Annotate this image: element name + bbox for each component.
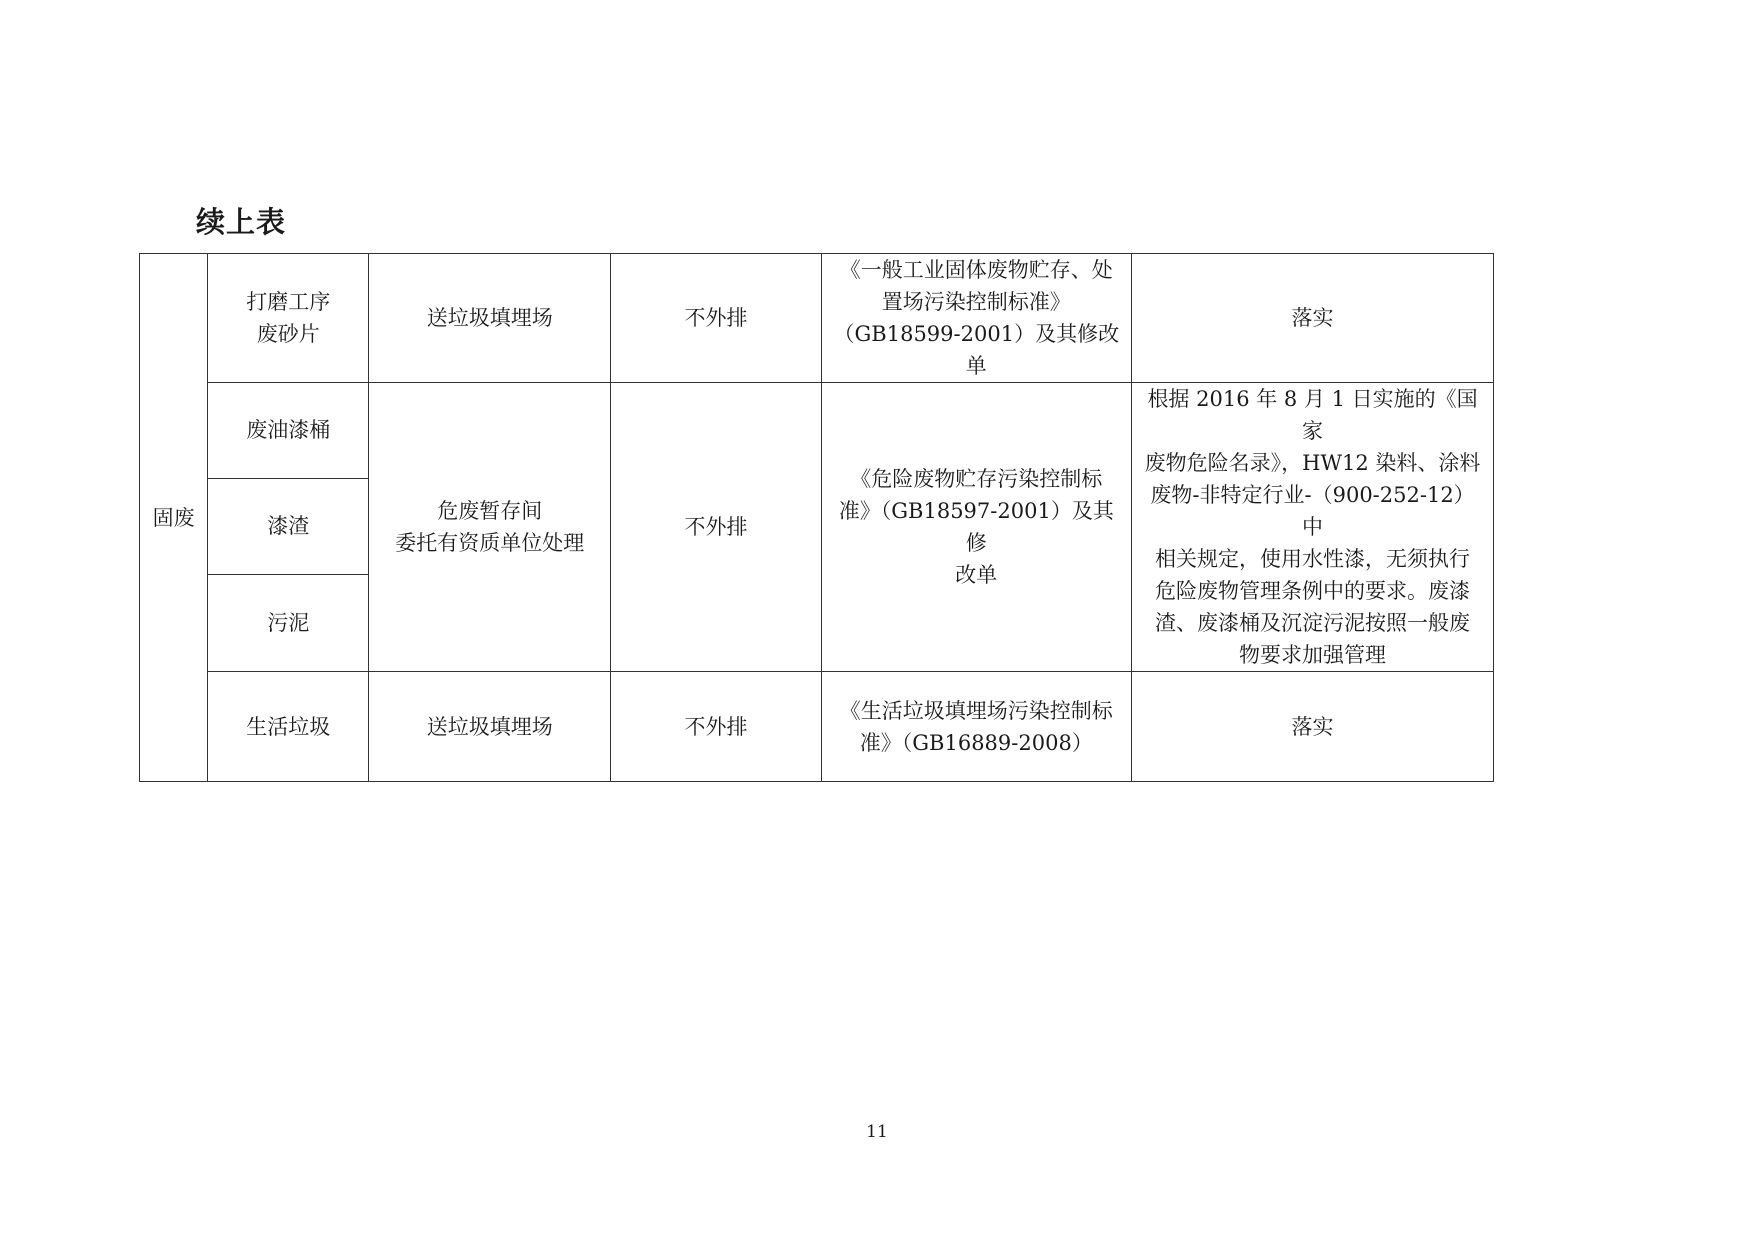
implementation-line: 相关规定，使用水性漆，无须执行	[1155, 547, 1471, 571]
standard-cell	[821, 254, 1132, 383]
disposal-cell	[369, 383, 611, 672]
discharge-cell	[611, 672, 821, 782]
implementation-line: 根据 2016 年 8 月 1 日实施的《国家	[1147, 387, 1478, 443]
implementation-line: 废物-非特定行业-（900-252-12）中	[1150, 483, 1475, 539]
disposal-cell	[369, 672, 611, 782]
waste-name-line: 污泥	[267, 611, 310, 636]
standard-line: 《生活垃圾填埋场污染控制标	[839, 698, 1113, 723]
category-label: 固废	[152, 505, 195, 530]
waste-name-line: 废砂片	[256, 322, 320, 346]
standard-cell	[821, 672, 1132, 782]
standard-line: 准》（GB16889-2008）	[859, 730, 1093, 755]
table-row	[140, 383, 1494, 479]
waste-name-cell	[208, 575, 369, 672]
waste-name-cell	[208, 383, 369, 479]
standard-line: 置场污染控制标准》	[881, 290, 1071, 314]
discharge-text: 不外排	[684, 515, 748, 539]
waste-name-line: 废油漆桶	[246, 418, 331, 443]
page-number: 11	[866, 1122, 888, 1142]
standard-line: 准》（GB18597-2001）及其修	[838, 499, 1114, 555]
implementation-line: 渣、废漆桶及沉淀污泥按照一般废	[1155, 611, 1471, 635]
waste-name-line: 漆渣	[267, 514, 310, 539]
implementation-line: 落实	[1291, 714, 1334, 739]
implementation-line: 危险废物管理条例中的要求。废漆	[1155, 579, 1471, 603]
table-caption: 续上表	[196, 205, 287, 239]
discharge-text: 不外排	[684, 306, 748, 330]
standard-line: （GB18599-2001）及其修改单	[833, 322, 1120, 378]
waste-name-cell	[208, 672, 369, 782]
disposal-line: 委托有资质单位处理	[395, 531, 585, 555]
waste-name-line: 打磨工序	[246, 290, 331, 314]
waste-management-table	[139, 253, 1494, 782]
discharge-text: 不外排	[684, 714, 748, 739]
standard-line: 《一般工业固体废物贮存、处	[839, 258, 1113, 282]
disposal-line: 危废暂存间	[437, 499, 543, 523]
waste-name-cell	[208, 478, 369, 575]
standard-cell	[821, 383, 1132, 672]
table-row	[140, 672, 1494, 782]
discharge-cell	[611, 254, 821, 383]
implementation-line: 废物危险名录》，HW12 染料、涂料	[1144, 451, 1481, 475]
standard-line: 《危险废物贮存污染控制标	[850, 467, 1103, 491]
implementation-cell	[1132, 254, 1494, 383]
implementation-line: 落实	[1291, 306, 1334, 330]
disposal-line: 送垃圾填埋场	[426, 306, 553, 330]
category-cell	[140, 254, 208, 782]
implementation-cell	[1132, 383, 1494, 672]
waste-name-line: 生活垃圾	[246, 714, 331, 739]
discharge-cell	[611, 383, 821, 672]
standard-line: 改单	[955, 563, 998, 587]
implementation-line: 物要求加强管理	[1239, 643, 1387, 667]
implementation-cell	[1132, 672, 1494, 782]
disposal-cell	[369, 254, 611, 383]
waste-name-cell	[208, 254, 369, 383]
disposal-line: 送垃圾填埋场	[426, 714, 553, 739]
table-row	[140, 254, 1494, 383]
